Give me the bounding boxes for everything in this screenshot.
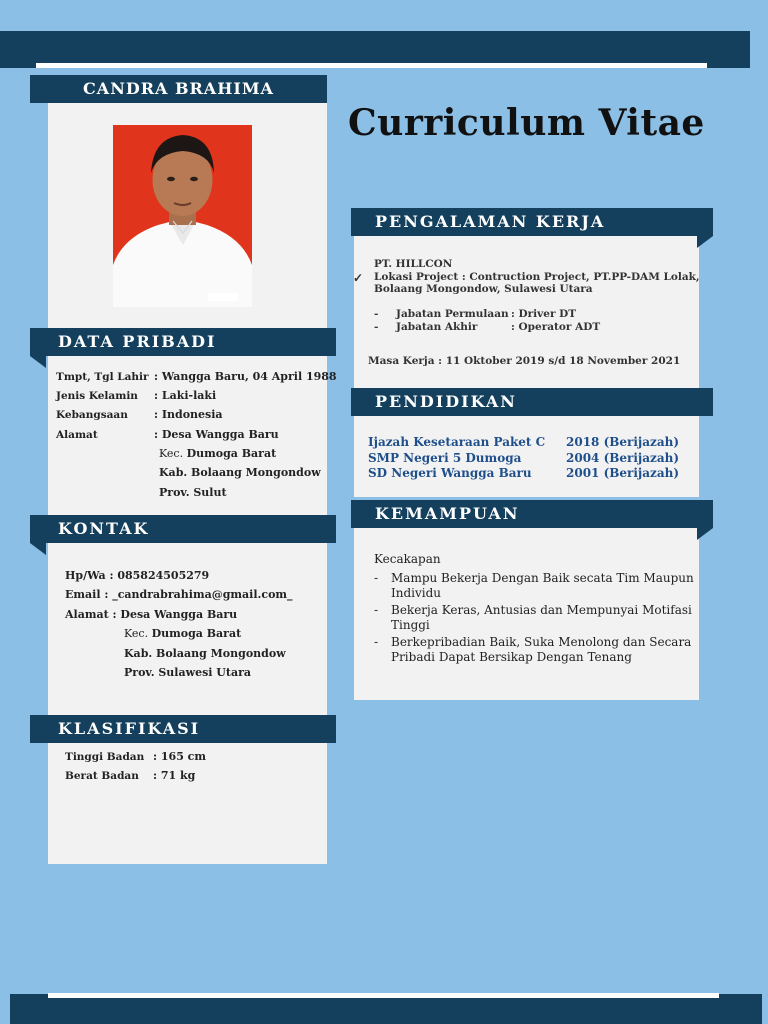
- lokasi-line-1: Lokasi Project : Contruction Project, PT.PP-DAM Lolak,: [374, 271, 700, 283]
- kontak-alamat-3: Kab. Bolaang Mongondow: [124, 647, 286, 660]
- skill-3-dash: -: [374, 635, 379, 649]
- tinggi-value: : 165 cm: [153, 750, 207, 763]
- edu-school-3: SD Negeri Wangga Baru: [368, 466, 532, 480]
- kontak-alamat-2: [124, 627, 241, 641]
- masa-kerja: Masa Kerja : 11 Oktober 2019 s/d 18 November 2021: [368, 355, 681, 367]
- skill-2-line-2: Tinggi: [391, 618, 430, 632]
- kontak-alamat-4: Prov. Sulawesi Utara: [124, 666, 251, 679]
- jab-awal-label: Jabatan Permulaan: [396, 308, 509, 320]
- jk-value: : Laki-laki: [154, 389, 217, 402]
- kontak-alamat-1: Alamat : Desa Wangga Baru: [65, 608, 238, 621]
- edu-school-2: SMP Negeri 5 Dumoga: [368, 451, 522, 465]
- check-icon: ✓: [353, 271, 364, 285]
- kb-label: Kebangsaan: [56, 409, 128, 421]
- edu-year-2: 2004 (Berijazah): [566, 451, 680, 465]
- skill-1-line-1: Mampu Bekerja Dengan Baik secata Tim Maupun: [391, 571, 694, 585]
- alamat-label: Alamat: [56, 429, 98, 441]
- section-klasifikasi: KLASIFIKASI: [30, 715, 336, 743]
- skill-3-line-2: Pribadi Dapat Bersikap Dengan Tenang: [391, 650, 632, 664]
- skill-1-line-2: Individu: [391, 586, 442, 600]
- berat-label: Berat Badan: [65, 770, 139, 782]
- name-banner: CANDRA BRAHIMA: [30, 75, 327, 103]
- lokasi-line-2: Bolaang Mongondow, Sulawesi Utara: [374, 283, 593, 295]
- jab-awal-value: : Driver DT: [511, 308, 577, 320]
- alamat-line-2: [159, 447, 276, 461]
- profile-photo: [113, 125, 252, 307]
- jab-awal-dash: -: [374, 308, 379, 320]
- alamat-line-4: Prov. Sulut: [159, 486, 227, 499]
- skill-1-dash: -: [374, 571, 379, 585]
- bottom-line: [48, 993, 719, 998]
- ttl-value: : Wangga Baru, 04 April 1988: [154, 370, 337, 383]
- ttl-label: Tmpt, Tgl Lahir: [56, 371, 149, 383]
- alamat-line-1: : Desa Wangga Baru: [154, 428, 279, 441]
- bottom-bar: [10, 994, 762, 1024]
- section-data-pribadi: DATA PRIBADI: [30, 328, 336, 356]
- edu-school-1: Ijazah Kesetaraan Paket C: [368, 435, 546, 449]
- tinggi-label: Tinggi Badan: [65, 751, 145, 763]
- kontak-email: Email : _candrabrahima@gmail.com_: [65, 588, 293, 601]
- section-pengalaman: PENGALAMAN KERJA: [351, 208, 713, 236]
- jab-akhir-value: : Operator ADT: [511, 321, 601, 333]
- person-photo-icon: [113, 125, 252, 307]
- section-kontak: KONTAK: [30, 515, 336, 543]
- skill-2-dash: -: [374, 603, 379, 617]
- alamat-line-2-text: Dumoga Barat: [186, 447, 277, 460]
- jab-akhir-label: Jabatan Akhir: [396, 321, 478, 333]
- edu-year-1: 2018 (Berijazah): [566, 435, 680, 449]
- alamat-line-3: Kab. Bolaang Mongondow: [159, 466, 321, 479]
- section-kemampuan: KEMAMPUAN: [351, 500, 713, 528]
- jab-akhir-dash: -: [374, 321, 379, 333]
- skill-3-line-1: Berkepribadian Baik, Suka Menolong dan Secara: [391, 635, 692, 649]
- berat-value: : 71 kg: [153, 769, 196, 782]
- kecakapan-heading: Kecakapan: [374, 552, 441, 566]
- company-name: PT. HILLCON: [374, 258, 453, 270]
- jk-label: Jenis Kelamin: [56, 390, 138, 402]
- page-title: Curriculum Vitae: [348, 102, 705, 144]
- kontak-alamat-2-prefix: Kec.: [124, 627, 152, 640]
- section-pendidikan: PENDIDIKAN: [351, 388, 713, 416]
- edu-year-3: 2001 (Berijazah): [566, 466, 680, 480]
- kontak-alamat-2-text: Dumoga Barat: [151, 627, 242, 640]
- skill-2-line-1: Bekerja Keras, Antusias dan Mempunyai Motifasi: [391, 603, 692, 617]
- kontak-hp: Hp/Wa : 085824505279: [65, 569, 210, 582]
- alamat-line-2-prefix: Kec.: [159, 447, 187, 460]
- top-line: [36, 63, 707, 68]
- kb-value: : Indonesia: [154, 408, 223, 421]
